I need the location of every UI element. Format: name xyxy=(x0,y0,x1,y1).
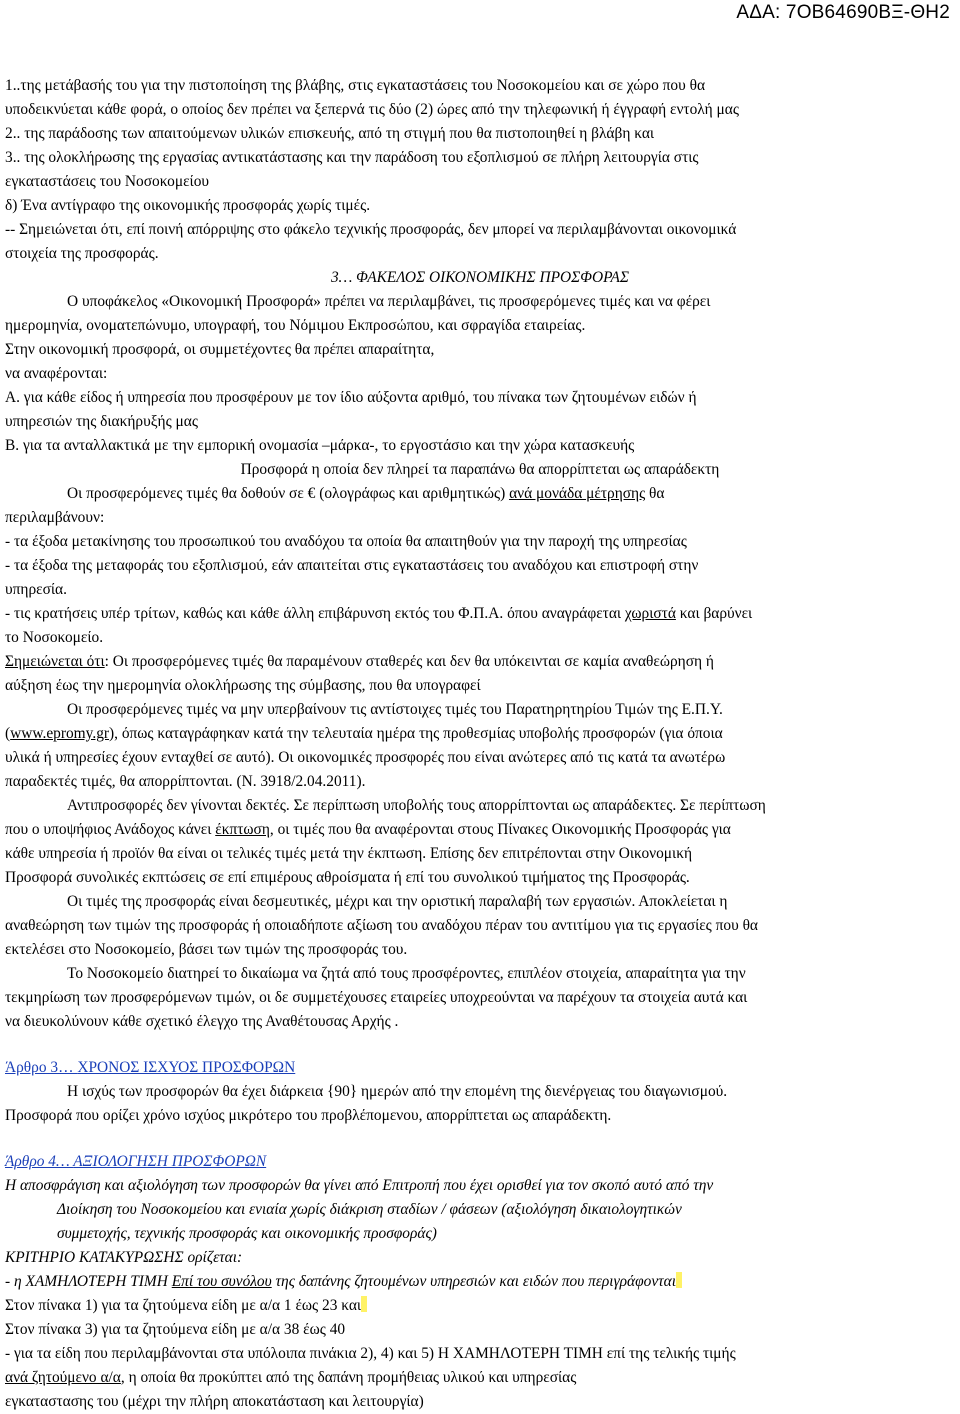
article-number: Άρθρο 3… xyxy=(5,1059,78,1076)
text-line: υπηρεσία. xyxy=(5,581,67,598)
text-run: Στον πίνακα 1) για τα ζητούμενα είδη με α/α 1 έως 23 και xyxy=(5,1297,362,1314)
text-line: αύξηση έως την ημερομηνία ολοκλήρωσης της σύμβασης, που θα υπογραφεί xyxy=(5,677,481,694)
text-line: κάθε υπηρεσία ή προϊόν θα είναι οι τελικές τιμές μετά την έκπτωση. Επίσης δεν επιτρέπονται στην Οικονομική xyxy=(5,845,693,862)
text-line: 2.. της παράδοσης των απαιτούμενων υλικών επισκευής, από τη στιγμή που θα πιστοποιηθεί η βλάβη και xyxy=(5,125,655,142)
underlined-text: ανά ζητούμενο α/α xyxy=(5,1369,121,1386)
text-line: Ο υποφάκελος «Οικονομική Προσφορά» πρέπει να περιλαμβάνει, τις προσφερόμενες τιμές και να φέρει xyxy=(67,293,711,310)
underlined-text: έκπτωση xyxy=(215,821,270,838)
website-link[interactable]: www.epromy.gr xyxy=(10,725,110,742)
document-body xyxy=(5,74,955,1414)
text-line xyxy=(5,482,955,506)
text-line: να διευκολύνουν κάθε σχετικό έλεγχο της Αναθέτουσας Αρχής . xyxy=(5,1013,399,1030)
text-line: Προσφορά που ορίζει χρόνο ισχύος μικρότερο του προβλέπομενου, απορρίπτεται ως απαράδεκτη. xyxy=(5,1107,612,1124)
text-line: συμμετοχής, τεχνικής προσφοράς και οικονομικής προσφοράς) xyxy=(57,1225,437,1242)
text-line: Η ισχύς των προσφορών θα έχει διάρκεια {90} ημερών από την επομένη της διενέργειας του διαγωνισμού. xyxy=(67,1083,728,1100)
text-line xyxy=(5,1270,955,1294)
underlined-text: Επί του συνόλου xyxy=(171,1273,272,1290)
text-run: και βαρύνει xyxy=(675,605,753,622)
text-line: αναθεώρηση των τιμών της προσφοράς ή οποιαδήποτε αξίωση του αναδόχου πέραν του αντιτίμου για τις εργασίες που θα xyxy=(5,917,758,934)
text-line xyxy=(5,602,955,626)
article-number: Άρθρο 4… xyxy=(5,1153,74,1170)
text-run: - τις κρατήσεις υπέρ τρίτων, καθώς και κάθε άλλη επιβάρυνση εκτός του Φ.Π.Α. όπου αναγράφεται xyxy=(5,605,625,622)
text-run: Οι προσφερόμενες τιμές θα δοθούν σε € (ολογράφως και αριθμητικώς) xyxy=(67,485,510,502)
article-4-heading xyxy=(5,1150,955,1174)
text-line: ΚΡΙΤΗΡΙΟ ΚΑΤΑΚΥΡΩΣΗΣ ορίζεται: xyxy=(5,1249,243,1266)
article-title: ΧΡΟΝΟΣ ΙΣΧΥΟΣ ΠΡΟΣΦΟΡΩΝ xyxy=(77,1059,296,1076)
text-line xyxy=(5,1294,955,1318)
text-line: - τα έξοδα της μεταφοράς του εξοπλισμού, εάν απαιτείται στις εγκαταστάσεις του αναδόχου και επιστροφή στην xyxy=(5,557,699,574)
text-run: , η οποία θα προκύπτει από της δαπάνη προμήθειας υλικού και υπηρεσίας xyxy=(120,1369,577,1386)
underlined-text: χωριστά xyxy=(624,605,676,622)
section-heading: 3… ΦΑΚΕΛΟΣ ΟΙΚΟΝΟΜΙΚΗΣ ΠΡΟΣΦΟΡΑΣ xyxy=(330,269,630,286)
text-line xyxy=(5,1366,955,1390)
text-line: Οι προσφερόμενες τιμές να μην υπερβαίνουν τις αντίστοιχες τιμές του Παρατηρητηρίου Τιμών της Ε.Π.Υ. xyxy=(67,701,723,718)
article-3-heading xyxy=(5,1056,955,1080)
text-line: - τα έξοδα μετακίνησης του προσωπικού του αναδόχου τα οποία θα απαιτηθούν για την παροχή της υπηρεσίας xyxy=(5,533,687,550)
text-line: υποδεικνύεται κάθε φορά, ο οποίος δεν πρέπει να ξεπερνά τις δύο (2) ώρες από την τηλεφωνική ή έγγραφή εντολή μας xyxy=(5,101,739,118)
text-line: - για τα είδη που περιλαμβάνονται στα υπόλοιπα πινάκια 2), 4) και 5) Η ΧΑΜΗΛΟΤΕΡΗ ΤΙΜΗ επί της τελικής τιμής xyxy=(5,1345,736,1362)
text-line: Β. για τα ανταλλακτικά με την εμπορική ονομασία –μάρκα-, το εργοστάσιο και την χώρα κατασκευής xyxy=(5,437,635,454)
text-line: υπηρεσιών της διακήρυξής μας xyxy=(5,413,198,430)
text-run: ), όπως καταγράφηκαν κατά την τελευταία ημέρα της προθεσμίας υποβολής προσφορών (για όποια xyxy=(109,725,723,742)
text-line xyxy=(5,650,955,674)
text-line: τεκμηρίωση των προσφερόμενων τιμών, οι δε συμμετέχουσες εταιρείες υποχρεούνται να παρέχουν τα στοιχεία αυτά και xyxy=(5,989,748,1006)
text-run: : Οι προσφερόμενες τιμές θα παραμένουν σταθερές και δεν θα υπόκεινται σε καμία αναθεώρηση ή xyxy=(104,653,714,670)
text-line: εγκαταστασης του (μέχρι την πλήρη αποκατάσταση και λειτουργία) xyxy=(5,1393,424,1410)
text-line: στοιχεία της προσφοράς. xyxy=(5,245,159,262)
text-line xyxy=(5,722,955,746)
text-line xyxy=(5,818,955,842)
text-line: Α. για κάθε είδος ή υπηρεσία που προσφέρουν με τον ίδιο αύξοντα αριθμό, του πίνακα των ζητουμένων ειδών ή xyxy=(5,389,697,406)
text-run: της δαπάνης ζητουμένων υπηρεσιών και ειδών που περιγράφονται xyxy=(271,1273,677,1290)
text-line: Στον πίνακα 3) για τα ζητούμενα είδη με α/α 38 έως 40 xyxy=(5,1321,346,1338)
text-line: δ) Ένα αντίγραφο της οικονομικής προσφοράς χωρίς τιμές. xyxy=(5,197,371,214)
text-line: ημερομηνία, ονοματεπώνυμο, υπογραφή, του Νόμιμου Εκπροσώπου, και σφραγίδα εταιρείας. xyxy=(5,317,586,334)
highlight-mark xyxy=(361,1296,367,1312)
text-line: εκτελέσει στο Νοσοκομείο, βάσει των τιμών της προσφοράς του. xyxy=(5,941,408,958)
ada-code: ΑΔΑ: 7ΟΒ64690ΒΞ-ΘΗ2 xyxy=(736,2,950,23)
text-run: - η ΧΑΜΗΛΟΤΕΡΗ ΤΙΜΗ xyxy=(5,1273,172,1290)
text-line: 1..της μετάβασής του για την πιστοποίηση της βλάβης, στις εγκαταστάσεις του Νοσοκομείου και σε χώρο που θα xyxy=(5,77,706,94)
text-line: Οι τιμές της προσφοράς είναι δεσμευτικές, μέχρι και την οριστική παραλαβή των εργασιών. Αποκλείεται η xyxy=(67,893,728,910)
text-run: που ο υποψήφιος Ανάδοχος κάνει xyxy=(5,821,216,838)
text-line: υλικά ή υπηρεσίες έχουν ενταχθεί σε αυτό). Οι οικονομικές προσφορές που είναι ανώτερες από τις κατά τα ανωτέρω xyxy=(5,749,726,766)
text-line: εγκαταστάσεις του Νοσοκομείου xyxy=(5,173,210,190)
underlined-text: ανά μονάδα μέτρησης xyxy=(509,485,646,502)
text-line: το Νοσοκομείο. xyxy=(5,629,104,646)
text-line: Προσφορά η οποία δεν πληρεί τα παραπάνω θα απορρίπτεται ως απαράδεκτη xyxy=(240,461,720,478)
text-line: παραδεκτές τιμές, θα απορρίπτονται. (Ν. 3918/2.04.2011). xyxy=(5,773,366,790)
text-line: Προσφορά συνολικές εκπτώσεις σε επί επιμέρους αθροίσματα ή επί του συνολικού τιμήματος της Προσφοράς. xyxy=(5,869,690,886)
text-line: Στην οικονομική προσφορά, οι συμμετέχοντες θα πρέπει απαραίτητα, xyxy=(5,341,435,358)
article-title: ΑΞΙΟΛΟΓΗΣΗ ΠΡΟΣΦΟΡΩΝ xyxy=(73,1153,267,1170)
text-line: Διοίκηση του Νοσοκομείου και ενιαία χωρίς διάκριση σταδίων / φάσεων (αξιολόγηση δικαιολογητικών xyxy=(57,1201,682,1218)
text-line: να αναφέρονται: xyxy=(5,365,108,382)
highlight-mark xyxy=(676,1272,682,1288)
text-run: , οι τιμές που θα αναφέρονται στους Πίνακες Οικονομικής Προσφοράς για xyxy=(269,821,731,838)
underlined-text: Σημειώνεται ότι xyxy=(5,653,105,670)
text-line: Αντιπροσφορές δεν γίνονται δεκτές. Σε περίπτωση υποβολής τους απορρίπτονται ως απαράδεκτες. Σε περίπτωση xyxy=(67,797,766,814)
text-line: Το Νοσοκομείο διατηρεί το δικαίωμα να ζητά από τους προσφέροντες, επιπλέον στοιχεία, απαραίτητα για την xyxy=(67,965,746,982)
text-line: 3.. της ολοκλήρωσης της εργασίας αντικατάστασης και την παράδοση του εξοπλισμού σε πλήρη λειτουργία στις xyxy=(5,149,699,166)
text-line: -- Σημειώνεται ότι, επί ποινή απόρριψης στο φάκελο τεχνικής προσφοράς, δεν μπορεί να περιλαμβάνονται οικονομικά xyxy=(5,221,737,238)
text-line: Η αποσφράγιση και αξιολόγηση των προσφορών θα γίνει από Επιτροπή που έχει ορισθεί για τον σκοπό αυτό από την xyxy=(5,1177,714,1194)
text-run: θα xyxy=(645,485,665,502)
text-run: ( xyxy=(5,725,11,742)
text-line: περιλαμβάνουν: xyxy=(5,509,105,526)
